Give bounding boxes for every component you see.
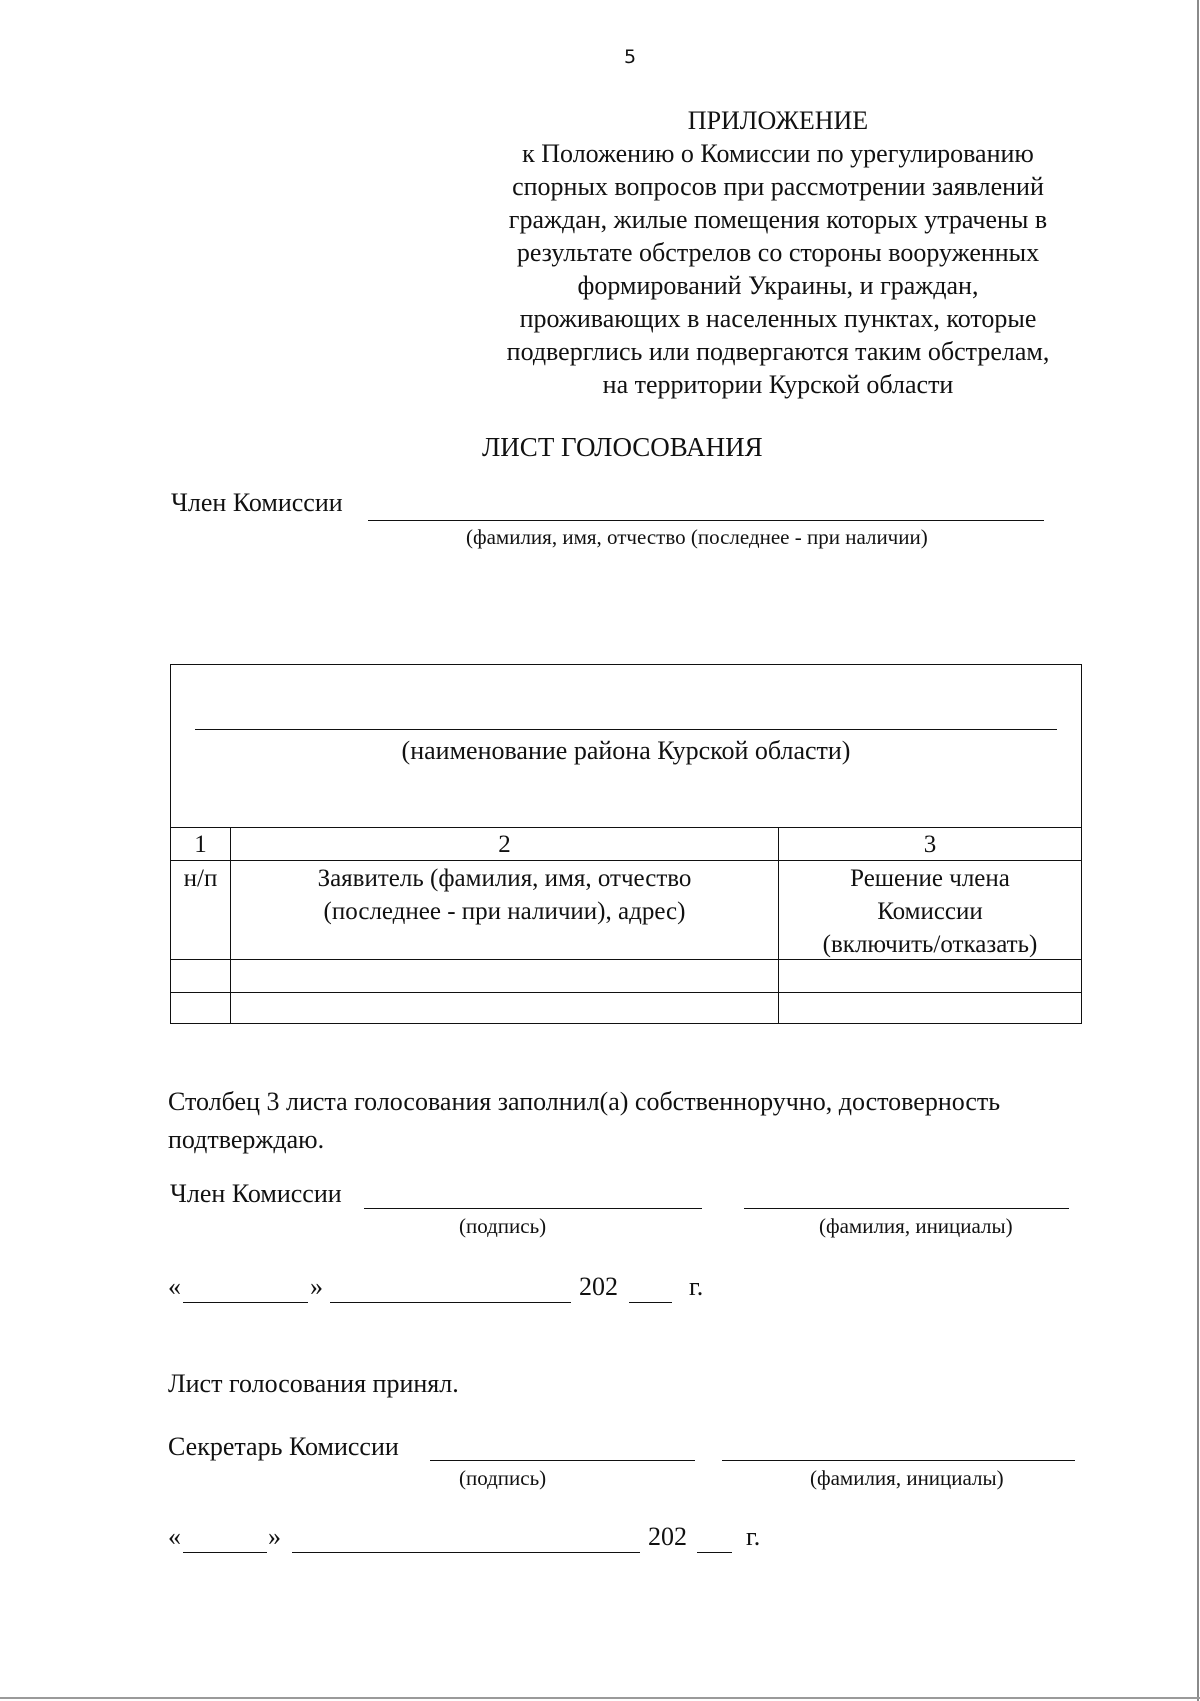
appendix-header: [470, 104, 1086, 401]
table-divider: [171, 992, 1081, 993]
header-decision-line: (включить/отказать): [822, 931, 1038, 958]
member-name-caption: (фамилия, имя, отчество (последнее - при наличии): [466, 525, 928, 549]
header-applicant: [231, 862, 778, 928]
member-date-year-field[interactable]: [629, 1302, 672, 1303]
appendix-line: формирований Украины, и граждан,: [577, 271, 979, 300]
secretary-signature-caption: (подпись): [459, 1466, 547, 1490]
header-row-number: н/п: [183, 865, 218, 892]
member-signature-label: Член Комиссии: [170, 1179, 342, 1208]
member-date-year-prefix: 202: [579, 1272, 618, 1301]
secretary-name-initials-field[interactable]: [722, 1460, 1075, 1461]
secretary-date-month-field[interactable]: [292, 1552, 640, 1553]
member-date-year-suffix: г.: [689, 1272, 704, 1301]
secretary-signature-field[interactable]: [430, 1460, 695, 1461]
secretary-name-initials-caption: (фамилия, инициалы): [810, 1466, 1004, 1490]
member-date-day-field[interactable]: [183, 1302, 308, 1303]
confirmation-statement: Столбец 3 листа голосования заполнил(а) собственноручно, достоверность подтверждаю.: [168, 1087, 1001, 1154]
appendix-line: спорных вопросов при рассмотрении заявлений: [512, 172, 1044, 201]
secretary-date-day-field[interactable]: [183, 1552, 267, 1553]
district-caption: (наименование района Курской области): [401, 736, 851, 765]
header-applicant-line: Заявитель (фамилия, имя, отчество: [317, 865, 692, 892]
member-label: Член Комиссии: [171, 488, 343, 517]
member-name-initials-field[interactable]: [744, 1208, 1069, 1209]
received-text: Лист голосования принял.: [168, 1369, 459, 1398]
header-applicant-line: (последнее - при наличии), адрес): [323, 898, 686, 925]
secretary-date-year-suffix: г.: [746, 1522, 761, 1551]
column-number-1: 1: [194, 831, 207, 858]
member-name-field[interactable]: [368, 520, 1044, 521]
page-edge: [0, 1697, 1200, 1699]
secretary-date-open-quote: «: [168, 1522, 181, 1551]
member-signature-field[interactable]: [364, 1208, 702, 1209]
page-edge: [1197, 0, 1199, 1701]
page-number: 5: [623, 46, 637, 68]
member-signature-caption: (подпись): [459, 1214, 547, 1238]
column-number-3: 3: [923, 831, 937, 858]
secretary-date-year-field[interactable]: [697, 1552, 732, 1553]
appendix-line: граждан, жилые помещения которых утрачены в: [508, 205, 1048, 234]
secretary-signature-label: Секретарь Комиссии: [168, 1432, 399, 1461]
appendix-line: проживающих в населенных пунктах, которые: [519, 304, 1037, 333]
appendix-line: результате обстрелов со стороны вооруженных: [516, 238, 1040, 267]
appendix-line: к Положению о Комиссии по урегулированию: [522, 139, 1034, 168]
appendix-title: ПРИЛОЖЕНИЕ: [687, 106, 869, 135]
member-date-month-field[interactable]: [330, 1302, 571, 1303]
column-number-2: 2: [498, 831, 511, 858]
member-name-initials-caption: (фамилия, инициалы): [819, 1214, 1013, 1238]
header-decision: [779, 862, 1081, 961]
member-date-close-quote: »: [310, 1272, 323, 1301]
voting-table: [170, 664, 1082, 1024]
document-title: ЛИСТ ГОЛОСОВАНИЯ: [482, 432, 763, 462]
member-date-open-quote: «: [168, 1272, 181, 1301]
secretary-date-close-quote: »: [268, 1522, 281, 1551]
header-decision-line: Комиссии: [877, 898, 983, 925]
appendix-line: подверглись или подвергаются таким обстрелам,: [506, 337, 1050, 366]
header-decision-line: Решение члена: [850, 865, 1010, 892]
district-name-field[interactable]: [195, 729, 1057, 730]
appendix-line: на территории Курской области: [602, 370, 954, 399]
secretary-date-year-prefix: 202: [648, 1522, 687, 1551]
